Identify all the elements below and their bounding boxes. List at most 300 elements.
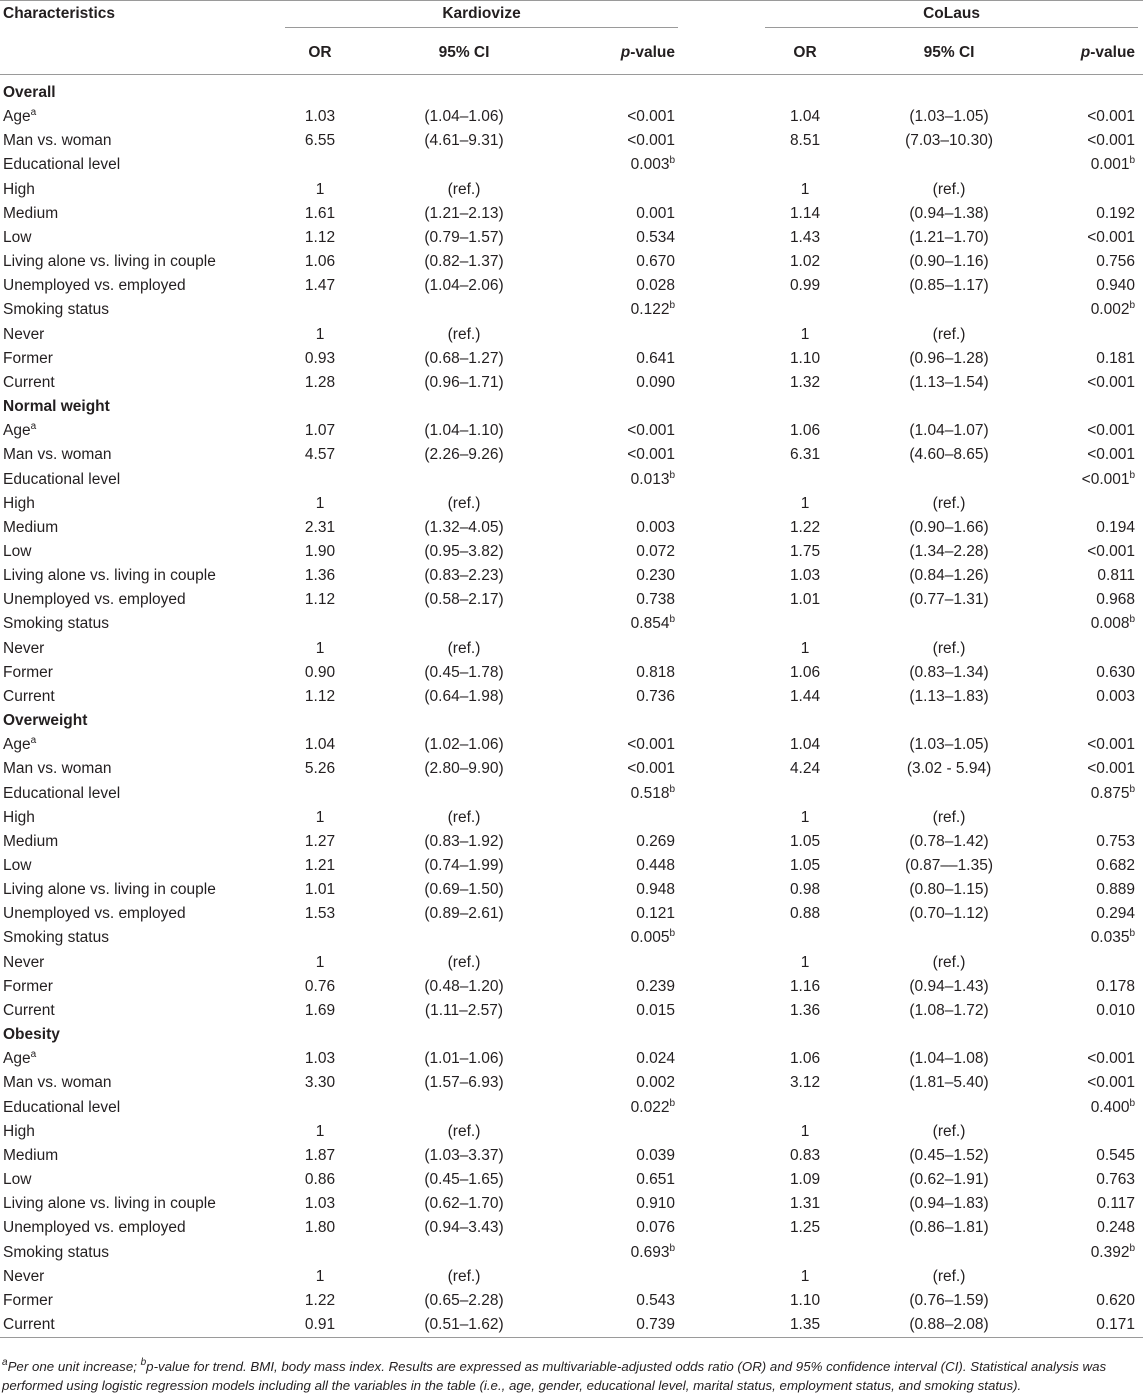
table-row <box>0 757 1143 781</box>
kardiovize-or <box>280 1241 360 1265</box>
kardiovize-p-text: 0.013 <box>630 470 670 488</box>
kardiovize-or <box>280 105 360 129</box>
column-gap <box>683 1241 765 1265</box>
colaus-p <box>1053 419 1143 443</box>
row-label-superscript: a <box>30 1049 37 1061</box>
kardiovize-or <box>280 612 360 636</box>
kardiovize-ci <box>360 806 568 830</box>
kardiovize-ci <box>360 468 568 492</box>
kardiovize-or-text: 1 <box>315 180 325 198</box>
colaus-or-text: 8.51 <box>789 132 821 150</box>
colaus-p <box>1053 250 1143 274</box>
colaus-ci <box>845 1120 1053 1144</box>
row-label-text: Living alone vs. living in couple <box>3 567 216 585</box>
row-label <box>0 854 280 878</box>
kardiovize-or-text: 1 <box>315 639 325 657</box>
colaus-p-superscript: b <box>1129 469 1136 481</box>
row-label <box>0 564 280 588</box>
row-label <box>0 999 280 1023</box>
kardiovize-ci-text: (0.83–1.92) <box>424 832 504 850</box>
kardiovize-ci-text: (2.80–9.90) <box>424 760 504 778</box>
row-label <box>0 298 280 322</box>
kardiovize-ci-text: (0.65–2.28) <box>424 1291 504 1309</box>
colaus-or <box>765 685 845 709</box>
kardiovize-or <box>280 661 360 685</box>
row-label <box>0 468 280 492</box>
kardiovize-ci <box>360 661 568 685</box>
row-label-text: Smoking status <box>3 1243 109 1261</box>
colaus-header-label: CoLaus <box>765 1 1138 28</box>
column-gap <box>683 782 765 806</box>
table-row <box>0 685 1143 709</box>
kardiovize-ci-text: (1.57–6.93) <box>424 1074 504 1092</box>
kardiovize-or <box>280 902 360 926</box>
kardiovize-p-text: 0.076 <box>636 1219 676 1237</box>
colaus-p <box>1053 806 1143 830</box>
kardiovize-p-superscript: b <box>669 928 676 940</box>
kardiovize-or-text: 1.01 <box>304 881 336 899</box>
colaus-ci-text: (0.88–2.08) <box>909 1315 989 1333</box>
row-label-text: Former <box>3 977 53 995</box>
kardiovize-p <box>568 661 683 685</box>
colaus-or-text: 1.04 <box>789 736 821 754</box>
kardiovize-p <box>568 274 683 298</box>
kardiovize-or-text: 1.87 <box>304 1146 336 1164</box>
colaus-p <box>1053 129 1143 153</box>
colaus-ci <box>845 540 1053 564</box>
kardiovize-p-text: 0.854 <box>630 615 670 633</box>
colaus-p-superscript: b <box>1129 1242 1136 1254</box>
kardiovize-p <box>568 1047 683 1071</box>
kardiovize-or-text: 1.03 <box>304 108 336 126</box>
kardiovize-p <box>568 1071 683 1095</box>
colaus-p-text: 0.968 <box>1096 591 1136 609</box>
kardiovize-ci <box>360 1216 568 1240</box>
kardiovize-or <box>280 347 360 371</box>
kardiovize-or-text: 1.22 <box>304 1291 336 1309</box>
colaus-p-text: 0.763 <box>1096 1171 1136 1189</box>
colaus-ci <box>845 854 1053 878</box>
colaus-or <box>765 1168 845 1192</box>
colaus-ci <box>845 1265 1053 1289</box>
colaus-or-header: OR <box>765 32 845 75</box>
kardiovize-or <box>280 1120 360 1144</box>
colaus-p-text: 0.010 <box>1096 1001 1136 1019</box>
table-row <box>0 129 1143 153</box>
colaus-or-text: 1.01 <box>789 591 821 609</box>
table-row <box>0 323 1143 347</box>
colaus-p <box>1053 757 1143 781</box>
kardiovize-or-text: 1.12 <box>304 228 336 246</box>
colaus-or-text: 1.25 <box>789 1219 821 1237</box>
colaus-ci <box>845 1192 1053 1216</box>
colaus-ci-text: (0.86–1.81) <box>909 1219 989 1237</box>
row-label-text: Low <box>3 857 32 874</box>
kardiovize-p-text: 0.003 <box>630 156 670 174</box>
kardiovize-p-text: 0.122 <box>630 301 670 319</box>
colaus-ci <box>845 806 1053 830</box>
kardiovize-or <box>280 1265 360 1289</box>
row-label-text: Smoking status <box>3 929 109 947</box>
colaus-ci <box>845 637 1053 661</box>
kardiovize-ci-header: 95% CI <box>360 32 568 75</box>
colaus-p-text: <0.001 <box>1087 132 1136 150</box>
kardiovize-p-text: 0.039 <box>636 1146 676 1164</box>
colaus-ci-text: (0.84–1.26) <box>909 567 989 585</box>
characteristics-header: Characteristics <box>0 1 280 33</box>
row-label-text: Never <box>3 953 45 971</box>
colaus-or <box>765 1047 845 1071</box>
kardiovize-p <box>568 733 683 757</box>
colaus-or <box>765 1120 845 1144</box>
kardiovize-ci <box>360 999 568 1023</box>
table-row <box>0 830 1143 854</box>
colaus-p <box>1053 1047 1143 1071</box>
colaus-ci-text: (0.90–1.16) <box>909 253 989 271</box>
colaus-p <box>1053 878 1143 902</box>
colaus-ci-text: (0.70–1.12) <box>909 905 989 923</box>
colaus-or <box>765 178 845 202</box>
colaus-ci <box>845 830 1053 854</box>
row-label-text: Unemployed vs. employed <box>3 591 186 609</box>
kardiovize-p-text: 0.028 <box>636 277 676 295</box>
row-label-text: High <box>3 494 35 512</box>
kardiovize-or <box>280 1216 360 1240</box>
colaus-or-text: 1.14 <box>789 204 821 222</box>
table-row <box>0 250 1143 274</box>
row-label <box>0 250 280 274</box>
table-row <box>0 1168 1143 1192</box>
colaus-or <box>765 926 845 950</box>
kardiovize-ci <box>360 371 568 395</box>
column-gap <box>683 153 765 177</box>
table-row <box>0 419 1143 443</box>
column-gap <box>683 1168 765 1192</box>
kardiovize-ci <box>360 1071 568 1095</box>
colaus-p <box>1053 468 1143 492</box>
kardiovize-or <box>280 854 360 878</box>
footnote-sup-b: b <box>140 1357 147 1368</box>
kardiovize-or-text: 0.91 <box>304 1315 336 1333</box>
kardiovize-or-text: 1.03 <box>304 1195 336 1213</box>
column-gap <box>683 1265 765 1289</box>
kardiovize-p <box>568 1192 683 1216</box>
kardiovize-p <box>568 757 683 781</box>
kardiovize-ci <box>360 733 568 757</box>
row-label <box>0 1168 280 1192</box>
section-title <box>0 1023 1143 1047</box>
kardiovize-ci-text: (0.94–3.43) <box>424 1219 504 1237</box>
row-label <box>0 1071 280 1095</box>
kardiovize-p-text: 0.072 <box>636 542 676 560</box>
colaus-or <box>765 1096 845 1120</box>
column-gap <box>683 733 765 757</box>
colaus-ci-text: (0.80–1.15) <box>909 881 989 899</box>
table-row <box>0 298 1143 322</box>
row-label <box>0 733 280 757</box>
table-row <box>0 492 1143 516</box>
column-gap <box>683 323 765 347</box>
colaus-ci <box>845 926 1053 950</box>
footnote-sup-a: a <box>2 1357 8 1368</box>
kardiovize-p <box>568 1120 683 1144</box>
column-gap <box>683 999 765 1023</box>
kardiovize-or <box>280 202 360 226</box>
colaus-or <box>765 419 845 443</box>
kardiovize-p <box>568 878 683 902</box>
colaus-ci <box>845 757 1053 781</box>
row-label-text: Man vs. woman <box>3 760 112 778</box>
kardiovize-or-text: 1 <box>315 325 325 343</box>
kardiovize-or <box>280 371 360 395</box>
table-row <box>0 105 1143 129</box>
row-label <box>0 1120 280 1144</box>
kardiovize-or <box>280 999 360 1023</box>
kardiovize-ci-text: (ref.) <box>447 1122 481 1140</box>
kardiovize-ci <box>360 129 568 153</box>
colaus-ci <box>845 782 1053 806</box>
header-row-columns <box>0 32 1143 75</box>
kardiovize-or <box>280 443 360 467</box>
section-title <box>0 395 1143 419</box>
section-header-row <box>0 1023 1143 1047</box>
colaus-or-text: 1 <box>800 639 810 657</box>
kardiovize-ci-text: (0.51–1.62) <box>424 1315 504 1333</box>
colaus-p-text: 0.178 <box>1096 977 1136 995</box>
kardiovize-p-text: 0.002 <box>636 1074 676 1092</box>
table-row <box>0 637 1143 661</box>
kardiovize-p-text: <0.001 <box>627 422 676 440</box>
column-gap <box>683 468 765 492</box>
kardiovize-ci <box>360 854 568 878</box>
kardiovize-or-text: 1 <box>315 1122 325 1140</box>
kardiovize-or-text: 4.57 <box>304 446 336 464</box>
kardiovize-or-text: 3.30 <box>304 1074 336 1092</box>
kardiovize-or <box>280 1313 360 1338</box>
kardiovize-p-text: <0.001 <box>627 108 676 126</box>
kardiovize-or-text: 1.61 <box>304 204 336 222</box>
kardiovize-ci <box>360 323 568 347</box>
colaus-p <box>1053 588 1143 612</box>
colaus-or-text: 1.03 <box>789 567 821 585</box>
colaus-p <box>1053 202 1143 226</box>
kardiovize-p-text: 0.910 <box>636 1195 676 1213</box>
colaus-p <box>1053 226 1143 250</box>
colaus-ci-text: (1.13–1.83) <box>909 687 989 705</box>
row-label-text: Smoking status <box>3 615 109 633</box>
colaus-p-text: 0.194 <box>1096 518 1136 536</box>
colaus-ci <box>845 612 1053 636</box>
kardiovize-or-text: 1.04 <box>304 736 336 754</box>
kardiovize-ci-text: (1.03–3.37) <box>424 1146 504 1164</box>
kardiovize-p <box>568 226 683 250</box>
colaus-ci-text: (3.02 - 5.94) <box>906 760 992 778</box>
colaus-or <box>765 1192 845 1216</box>
kardiovize-p <box>568 492 683 516</box>
kardiovize-ci <box>360 878 568 902</box>
kardiovize-p-superscript: b <box>669 614 676 626</box>
section-header-row <box>0 75 1143 106</box>
column-gap <box>683 757 765 781</box>
kardiovize-ci-text: (0.82–1.37) <box>424 253 504 271</box>
colaus-ci-text: (4.60–8.65) <box>909 446 989 464</box>
kardiovize-ci <box>360 178 568 202</box>
row-label <box>0 1144 280 1168</box>
kardiovize-or-text: 2.31 <box>304 518 336 536</box>
colaus-ci-text: (1.21–1.70) <box>909 228 989 246</box>
table-row <box>0 902 1143 926</box>
row-label-text: Educational level <box>3 156 121 174</box>
kardiovize-p-text: 0.670 <box>636 253 676 271</box>
column-gap <box>683 178 765 202</box>
row-label <box>0 371 280 395</box>
row-label-text: Man vs. woman <box>3 446 112 464</box>
colaus-or-text: 1.35 <box>789 1315 821 1333</box>
colaus-ci-text: (0.83–1.34) <box>909 663 989 681</box>
row-label <box>0 274 280 298</box>
kardiovize-p <box>568 153 683 177</box>
colaus-or <box>765 782 845 806</box>
kardiovize-p <box>568 202 683 226</box>
kardiovize-ci <box>360 274 568 298</box>
column-gap <box>683 612 765 636</box>
kardiovize-ci-text: (0.62–1.70) <box>424 1195 504 1213</box>
kardiovize-or-text: 0.76 <box>304 977 336 995</box>
kardiovize-p-text: 0.534 <box>636 228 676 246</box>
colaus-or <box>765 323 845 347</box>
row-label <box>0 806 280 830</box>
colaus-or-text: 1.06 <box>789 422 821 440</box>
colaus-p-text: 0.682 <box>1096 857 1136 874</box>
table-row <box>0 733 1143 757</box>
colaus-or <box>765 564 845 588</box>
kardiovize-or-text: 0.86 <box>304 1171 336 1189</box>
kardiovize-ci <box>360 564 568 588</box>
colaus-p-text: 0.753 <box>1096 832 1136 850</box>
table-row <box>0 516 1143 540</box>
kardiovize-p <box>568 1313 683 1338</box>
colaus-p-text: 0.117 <box>1097 1195 1136 1213</box>
colaus-or <box>765 298 845 322</box>
column-gap <box>683 129 765 153</box>
kardiovize-ci <box>360 782 568 806</box>
kardiovize-p <box>568 830 683 854</box>
kardiovize-p <box>568 250 683 274</box>
kardiovize-ci <box>360 951 568 975</box>
kardiovize-ci-text: (1.04–1.06) <box>424 108 504 126</box>
colaus-ci <box>845 274 1053 298</box>
colaus-or-text: 1.31 <box>789 1195 821 1213</box>
colaus-ci-text: (0.94–1.43) <box>909 977 989 995</box>
table-row <box>0 806 1143 830</box>
colaus-p-text: 0.392 <box>1090 1243 1130 1261</box>
kardiovize-or-text: 1.47 <box>304 277 336 295</box>
colaus-ci <box>845 1071 1053 1095</box>
colaus-p-text: 0.003 <box>1096 687 1136 705</box>
kardiovize-ci <box>360 1313 568 1338</box>
column-gap <box>683 661 765 685</box>
kardiovize-p <box>568 588 683 612</box>
section-title <box>0 75 1143 106</box>
column-gap <box>683 1096 765 1120</box>
row-label <box>0 661 280 685</box>
table-row <box>0 854 1143 878</box>
colaus-p-superscript: b <box>1129 155 1136 167</box>
colaus-ci-text: (1.03–1.05) <box>909 108 989 126</box>
kardiovize-p-text: 0.693 <box>630 1243 670 1261</box>
colaus-or <box>765 999 845 1023</box>
colaus-p-text: 0.620 <box>1096 1291 1136 1309</box>
colaus-ci-text: (ref.) <box>932 180 966 198</box>
colaus-or-text: 6.31 <box>789 446 821 464</box>
table-row <box>0 1241 1143 1265</box>
colaus-ci-text: (1.08–1.72) <box>909 1001 989 1019</box>
row-label-superscript: a <box>30 421 37 433</box>
kardiovize-ci <box>360 298 568 322</box>
row-label <box>0 419 280 443</box>
colaus-or <box>765 443 845 467</box>
colaus-p-text: 0.248 <box>1096 1219 1136 1237</box>
section-title-text: Overall <box>3 84 56 101</box>
colaus-or-text: 1 <box>800 325 810 343</box>
kardiovize-or <box>280 178 360 202</box>
kardiovize-or <box>280 878 360 902</box>
colaus-p-text: <0.001 <box>1087 422 1136 440</box>
colaus-ci <box>845 685 1053 709</box>
row-label <box>0 492 280 516</box>
colaus-or <box>765 902 845 926</box>
colaus-p <box>1053 323 1143 347</box>
kardiovize-p <box>568 178 683 202</box>
colaus-or <box>765 1241 845 1265</box>
colaus-p-text: 0.545 <box>1096 1146 1136 1164</box>
colaus-p <box>1053 105 1143 129</box>
kardiovize-ci <box>360 443 568 467</box>
section-title <box>0 709 1143 733</box>
colaus-p <box>1053 951 1143 975</box>
colaus-p-superscript: b <box>1129 614 1136 626</box>
colaus-p <box>1053 1192 1143 1216</box>
kardiovize-ci-text: (0.95–3.82) <box>424 542 504 560</box>
colaus-ci-text: (1.04–1.07) <box>909 422 989 440</box>
kardiovize-or <box>280 250 360 274</box>
colaus-p <box>1053 1096 1143 1120</box>
p-italic: p <box>620 44 631 61</box>
row-label-text: Living alone vs. living in couple <box>3 253 216 271</box>
kardiovize-p-text: 0.001 <box>636 204 676 222</box>
colaus-ci-text: (ref.) <box>932 808 966 826</box>
kardiovize-or-text: 1 <box>315 494 325 512</box>
kardiovize-or <box>280 685 360 709</box>
kardiovize-p <box>568 1096 683 1120</box>
kardiovize-ci-text: (0.83–2.23) <box>424 567 504 585</box>
kardiovize-p <box>568 806 683 830</box>
colaus-p-text: 0.756 <box>1096 253 1136 271</box>
colaus-p <box>1053 999 1143 1023</box>
colaus-or-text: 1.02 <box>789 253 821 271</box>
column-gap <box>683 1120 765 1144</box>
kardiovize-p-superscript: b <box>669 469 676 481</box>
colaus-or <box>765 226 845 250</box>
colaus-p-text: <0.001 <box>1087 542 1136 560</box>
kardiovize-or-text: 5.26 <box>304 760 336 778</box>
colaus-ci-text: (1.04–1.08) <box>909 1050 989 1068</box>
colaus-ci-text: (7.03–10.30) <box>905 132 993 150</box>
colaus-ci-text: (ref.) <box>932 1267 966 1285</box>
kardiovize-ci-text: (1.04–1.10) <box>424 422 504 440</box>
colaus-or-text: 1.04 <box>789 108 821 126</box>
colaus-ci <box>845 1144 1053 1168</box>
